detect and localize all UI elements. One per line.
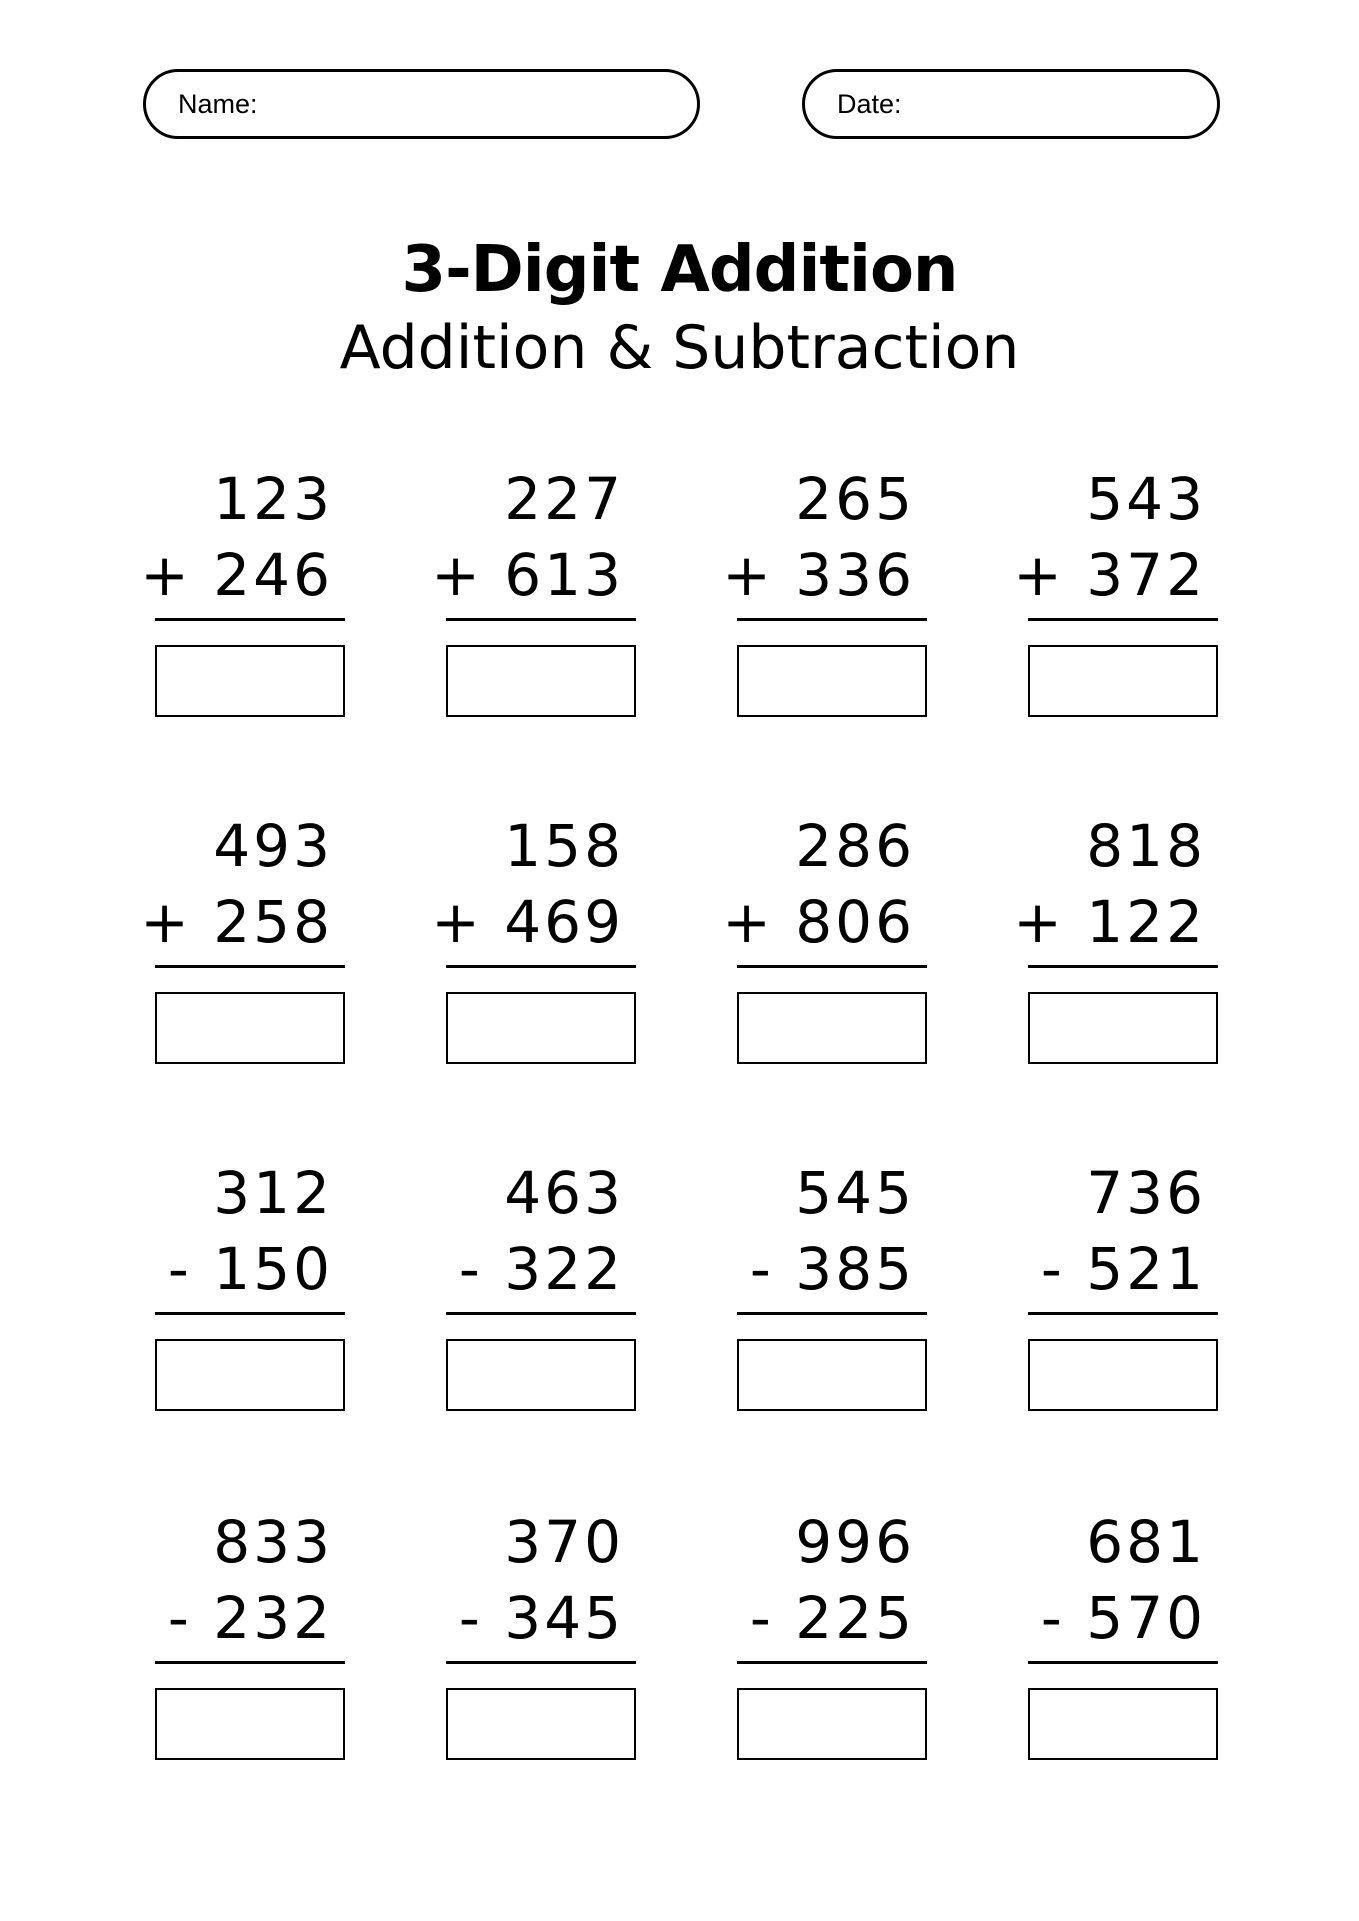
top-number: 312 (213, 1159, 333, 1227)
answer-box[interactable] (155, 992, 345, 1064)
answer-line (737, 1312, 927, 1315)
operation-number: - 345 (458, 1584, 624, 1652)
answer-box[interactable] (737, 992, 927, 1064)
answer-line (737, 618, 927, 621)
operation-number: + 469 (431, 888, 624, 956)
answer-line (155, 1661, 345, 1664)
operation-number: - 225 (749, 1584, 915, 1652)
top-number: 681 (1086, 1508, 1206, 1576)
answer-line (155, 965, 345, 968)
operation-number: + 246 (140, 541, 333, 609)
answer-box[interactable] (1028, 1688, 1218, 1760)
answer-line (1028, 1661, 1218, 1664)
operation-number: - 322 (458, 1235, 624, 1303)
top-number: 736 (1086, 1159, 1206, 1227)
top-number: 833 (213, 1508, 333, 1576)
answer-line (446, 965, 636, 968)
answer-line (446, 618, 636, 621)
date-field[interactable] (802, 69, 1220, 139)
answer-box[interactable] (737, 1339, 927, 1411)
answer-line (737, 965, 927, 968)
answer-line (1028, 965, 1218, 968)
operation-number: + 613 (431, 541, 624, 609)
answer-box[interactable] (1028, 645, 1218, 717)
operation-number: - 150 (167, 1235, 333, 1303)
answer-box[interactable] (446, 1339, 636, 1411)
answer-line (155, 1312, 345, 1315)
top-number: 996 (795, 1508, 915, 1576)
operation-number: - 232 (167, 1584, 333, 1652)
answer-line (1028, 618, 1218, 621)
answer-box[interactable] (155, 645, 345, 717)
top-number: 545 (795, 1159, 915, 1227)
answer-box[interactable] (1028, 1339, 1218, 1411)
top-number: 286 (795, 812, 915, 880)
operation-number: + 336 (722, 541, 915, 609)
top-number: 493 (213, 812, 333, 880)
top-number: 227 (504, 465, 624, 533)
top-number: 158 (504, 812, 624, 880)
answer-box[interactable] (737, 645, 927, 717)
operation-number: + 258 (140, 888, 333, 956)
answer-line (446, 1312, 636, 1315)
answer-box[interactable] (155, 1339, 345, 1411)
answer-line (1028, 1312, 1218, 1315)
date-label: Date: (837, 88, 902, 119)
answer-box[interactable] (1028, 992, 1218, 1064)
top-number: 265 (795, 465, 915, 533)
operation-number: - 570 (1040, 1584, 1206, 1652)
answer-line (446, 1661, 636, 1664)
answer-line (737, 1661, 927, 1664)
worksheet-subtitle: Addition & Subtraction (339, 313, 1020, 383)
operation-number: + 372 (1013, 541, 1206, 609)
answer-box[interactable] (446, 645, 636, 717)
worksheet-title: 3-Digit Addition (401, 233, 958, 307)
name-field[interactable] (143, 69, 700, 139)
answer-box[interactable] (446, 1688, 636, 1760)
answer-box[interactable] (446, 992, 636, 1064)
top-number: 370 (504, 1508, 624, 1576)
top-number: 543 (1086, 465, 1206, 533)
answer-box[interactable] (737, 1688, 927, 1760)
top-number: 463 (504, 1159, 624, 1227)
operation-number: + 122 (1013, 888, 1206, 956)
operation-number: + 806 (722, 888, 915, 956)
answer-line (155, 618, 345, 621)
operation-number: - 521 (1040, 1235, 1206, 1303)
name-label: Name: (178, 88, 258, 119)
top-number: 123 (213, 465, 333, 533)
top-number: 818 (1086, 812, 1206, 880)
operation-number: - 385 (749, 1235, 915, 1303)
answer-box[interactable] (155, 1688, 345, 1760)
